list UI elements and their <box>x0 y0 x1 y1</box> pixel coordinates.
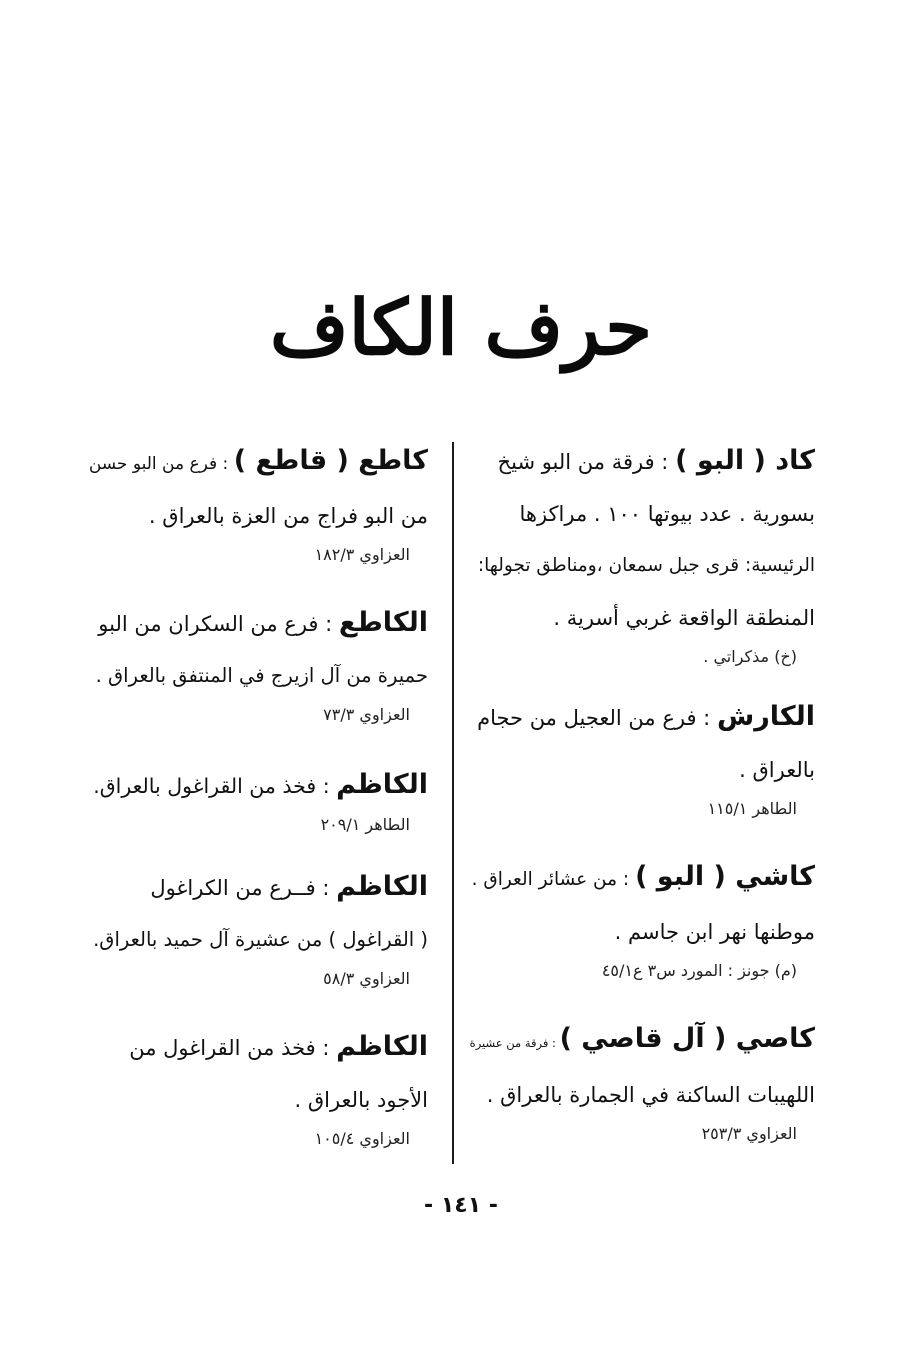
column-divider <box>452 442 454 1164</box>
entry-text-line: من البو فراج من العزة بالعراق . <box>148 504 428 528</box>
entry-text: : من عشائر العراق . <box>471 869 630 890</box>
entry-text: : فــرع من الكراغول <box>150 876 330 900</box>
entry-headword: كاد ( البو ) <box>675 445 815 476</box>
entry-headword: كاصي ( آل قاصي ) <box>559 1023 815 1054</box>
entry-source: (م) جونز : المورد س٣ ع٤٥/١ <box>601 961 797 980</box>
entry-text-line: موطنها نهر ابن جاسم . <box>614 920 815 944</box>
entry-headword: كاشي ( البو ) <box>635 861 815 892</box>
entry-source: العزاوي ٥٨/٣ <box>323 969 410 988</box>
entry-text-line: المنطقة الواقعة غربي أسرية . <box>553 606 815 630</box>
entry-text-line: حميرة من آل ازيرج في المنتفق بالعراق . <box>95 664 428 687</box>
entry-text-line: ( القراغول ) من عشيرة آل حميد بالعراق. <box>93 928 428 951</box>
entry-source: (خ) مذكراتي . <box>703 647 797 666</box>
entry-source: العزاوي ١٨٢/٣ <box>314 545 410 564</box>
entry-headword: الكاظم <box>336 871 428 902</box>
page-number: - ١٤١ - <box>424 1193 498 1218</box>
entry-source: الطاهر ٢٠٩/١ <box>320 815 410 834</box>
entry-alkarish <box>470 702 815 821</box>
entry-kasi-al-qasi <box>470 1024 815 1146</box>
entry-text-line: بسورية . عدد بيوتها ١٠٠ . مراكزها <box>519 502 815 526</box>
entry-source: العزاوي ١٠٥/٤ <box>314 1129 410 1148</box>
entry-first-line <box>470 446 815 477</box>
entry-first-line <box>88 446 428 479</box>
entry-text: : فرع من السكران من البو <box>98 612 333 636</box>
entry-alkazim-3 <box>88 1032 428 1151</box>
entry-text: : فرقة من عشيرة <box>469 1036 556 1050</box>
entry-alkazim-2 <box>88 872 428 991</box>
entry-headword: كاطع ( قاطع ) <box>233 445 428 476</box>
entry-first-line <box>88 872 428 903</box>
entry-text-line: اللهيبات الساكنة في الجمارة بالعراق . <box>486 1083 815 1107</box>
entry-source: العزاوي ٧٣/٣ <box>323 705 410 724</box>
entry-text: : فخذ من القراغول بالعراق. <box>93 774 330 798</box>
entry-first-line <box>470 862 815 895</box>
entry-alkate <box>88 608 428 727</box>
chapter-heading: حرف الكاف <box>269 283 653 372</box>
entry-first-line <box>470 702 815 733</box>
entry-kashi-albu <box>470 862 815 983</box>
entry-text-line: بالعراق . <box>739 758 815 782</box>
entry-source: العزاوي ٢٥٣/٣ <box>701 1124 797 1143</box>
entry-first-line <box>88 1032 428 1063</box>
entry-text: : فرع من العجيل من حجام <box>477 706 711 730</box>
entry-alkazim-1 <box>88 770 428 837</box>
entry-kate-qate <box>88 446 428 567</box>
entry-text-line: الأجود بالعراق . <box>294 1088 428 1112</box>
entry-headword: الكاظم <box>336 1031 428 1062</box>
entry-text: : فرقة من البو شيخ <box>497 450 669 474</box>
entry-first-line <box>88 770 428 801</box>
entry-headword: الكاظم <box>336 769 428 800</box>
entry-first-line <box>88 608 428 639</box>
entry-headword: الكارش <box>716 701 815 732</box>
entry-text-line: الرئيسية: قرى جبل سمعان ،ومناطق تجولها: <box>477 555 815 576</box>
entry-text: : فرع من البو حسن <box>88 454 229 474</box>
entry-text: : فخذ من القراغول من <box>129 1036 330 1060</box>
entry-headword: الكاطع <box>338 607 428 638</box>
entry-source: الطاهر ١١٥/١ <box>707 799 797 818</box>
entry-kad-albu <box>470 446 815 669</box>
entry-first-line <box>470 1024 815 1058</box>
